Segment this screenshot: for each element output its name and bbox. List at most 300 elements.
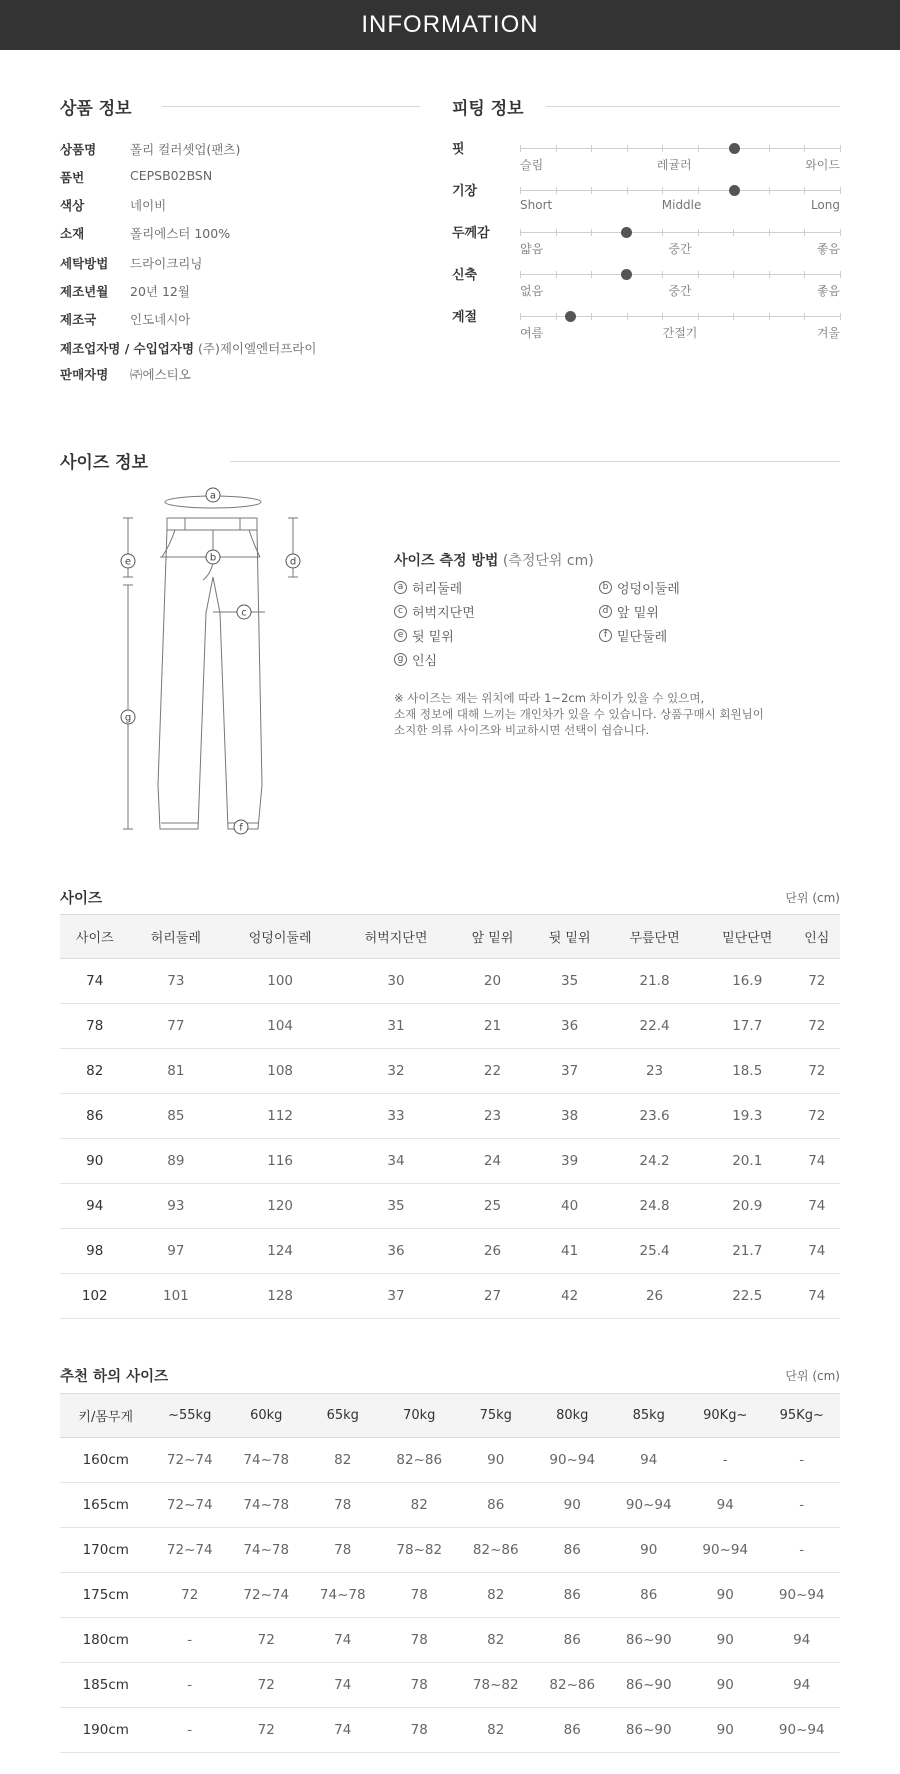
- size-info-title: 사이즈 정보: [60, 453, 149, 473]
- fitting-level-dot: [621, 227, 632, 238]
- size-table-cell: 27: [454, 1274, 531, 1319]
- fitting-tick: [698, 187, 699, 194]
- fitting-track: [520, 148, 840, 149]
- waistband: [167, 518, 257, 530]
- product-info-value: 폴리 컬러셋업(팬츠): [130, 142, 241, 157]
- rec-table-row: [60, 1663, 840, 1708]
- product-info-key: 소재: [60, 226, 85, 241]
- size-table-cell: 24.2: [608, 1139, 701, 1184]
- size-table-cell: 94: [60, 1184, 130, 1229]
- size-table-cell: 98: [60, 1229, 130, 1274]
- measure-label: 허벅지단면: [412, 606, 475, 621]
- rec-table-cell: -: [763, 1438, 840, 1483]
- rec-table-cell: 185cm: [60, 1663, 151, 1708]
- fitting-tick: [769, 145, 770, 152]
- size-table-cell: 32: [338, 1049, 454, 1094]
- size-note-line: 소재 정보에 대해 느끼는 개인차가 있을 수 있습니다. 상품구매시 회원님이: [394, 707, 764, 721]
- measure-method-item: [599, 578, 680, 597]
- rec-table-cell: 72: [228, 1618, 305, 1663]
- fitting-tick: [733, 229, 734, 236]
- size-table-cell: 42: [531, 1274, 608, 1319]
- product-info-value: 폴리에스터 100%: [130, 226, 231, 241]
- rec-table-cell: 82~86: [381, 1438, 458, 1483]
- size-table-cell: 24.8: [608, 1184, 701, 1229]
- size-note-line: ※ 사이즈는 재는 위치에 따라 1~2cm 차이가 있을 수 있으며,: [394, 691, 705, 705]
- size-table-cell: 22.5: [701, 1274, 794, 1319]
- rec-table-cell: 72: [151, 1573, 228, 1618]
- size-table-cell: 112: [222, 1094, 338, 1139]
- rec-table-cell: -: [151, 1708, 228, 1753]
- rec-table-cell: 82~86: [457, 1528, 534, 1573]
- fitting-tick: [804, 271, 805, 278]
- rec-table-header: 85kg: [610, 1394, 687, 1438]
- fitting-label: 두께감: [452, 226, 490, 241]
- fitting-label: 핏: [452, 142, 465, 157]
- size-table-cell: 31: [338, 1004, 454, 1049]
- rec-table-cell: 72: [228, 1663, 305, 1708]
- size-note-line: 소지한 의류 사이즈와 비교하시면 선택이 쉽습니다.: [394, 723, 650, 737]
- fitting-tick: [556, 313, 557, 320]
- size-table-cell: 16.9: [701, 959, 794, 1004]
- size-table-cell: 81: [130, 1049, 223, 1094]
- measure-label: 뒷 밑위: [412, 630, 454, 645]
- size-table-cell: 37: [531, 1049, 608, 1094]
- size-table-cell: 120: [222, 1184, 338, 1229]
- fitting-track: [520, 232, 840, 233]
- rec-table-cell: 82: [457, 1708, 534, 1753]
- measure-mark: b: [599, 581, 612, 594]
- fitting-tick: [556, 229, 557, 236]
- rec-table-cell: 90: [534, 1483, 611, 1528]
- size-table-cell: 34: [338, 1139, 454, 1184]
- header-bar: [0, 0, 900, 50]
- measure-method-heading: [394, 550, 594, 570]
- product-info-row: [60, 140, 240, 158]
- rec-table-cell: 72~74: [151, 1528, 228, 1573]
- rec-table: [60, 1393, 840, 1753]
- size-table-cell: 19.3: [701, 1094, 794, 1139]
- product-info-row: [60, 254, 202, 272]
- measure-method-item: [394, 650, 437, 669]
- rec-table-cell: 180cm: [60, 1618, 151, 1663]
- fitting-tick: [520, 187, 521, 194]
- rec-table-cell: 175cm: [60, 1573, 151, 1618]
- svg-text:f: f: [239, 822, 243, 834]
- product-info-row: [60, 196, 166, 214]
- size-note: [394, 690, 764, 738]
- fitting-tick: [804, 229, 805, 236]
- fitting-tick: [698, 313, 699, 320]
- size-table-cell: 40: [531, 1184, 608, 1229]
- measure-method-item: [599, 602, 659, 621]
- rec-table-cell: 74: [304, 1708, 381, 1753]
- rec-table-cell: 90: [687, 1573, 764, 1618]
- fitting-scale-label: 얇음: [520, 242, 544, 256]
- rec-table-header: 75kg: [457, 1394, 534, 1438]
- size-table-header: 엉덩이둘레: [222, 915, 338, 959]
- size-table-cell: 100: [222, 959, 338, 1004]
- size-table-cell: 72: [794, 1049, 840, 1094]
- size-table-header: 앞 밑위: [454, 915, 531, 959]
- fitting-info-title: 피팅 정보: [452, 99, 524, 119]
- fitting-tick: [840, 145, 841, 152]
- rec-table-header: 90Kg~: [687, 1394, 764, 1438]
- rec-table-cell: 74~78: [228, 1438, 305, 1483]
- fitting-tick: [591, 313, 592, 320]
- size-table-row: [60, 1049, 840, 1094]
- size-table-cell: 26: [454, 1229, 531, 1274]
- product-info-value: 드라이크리닝: [130, 256, 203, 271]
- fitting-tick: [769, 229, 770, 236]
- measure-mark: d: [599, 605, 612, 618]
- fitting-scale-label: 여름: [520, 326, 544, 340]
- rec-table-cell: 90~94: [763, 1708, 840, 1753]
- rec-table-cell: 78: [381, 1663, 458, 1708]
- fitting-tick: [556, 187, 557, 194]
- size-table-cell: 128: [222, 1274, 338, 1319]
- size-table-cell: 78: [60, 1004, 130, 1049]
- measure-method-item: [394, 626, 454, 645]
- rec-table-header: 70kg: [381, 1394, 458, 1438]
- fitting-tick: [698, 229, 699, 236]
- pants-diagram: [110, 485, 310, 845]
- rec-table-cell: 90~94: [687, 1528, 764, 1573]
- fitting-scale-label: 레귤러: [656, 158, 692, 172]
- fitting-tick: [769, 271, 770, 278]
- rec-table-cell: 86: [534, 1573, 611, 1618]
- rec-table-cell: 74: [304, 1663, 381, 1708]
- size-table-cell: 93: [130, 1184, 223, 1229]
- size-table-header: 무릎단면: [608, 915, 701, 959]
- product-info-key: 제조국: [60, 312, 97, 327]
- rec-table-cell: 78: [381, 1708, 458, 1753]
- size-table-cell: 90: [60, 1139, 130, 1184]
- measure-method-item: [394, 602, 475, 621]
- fitting-track: [520, 190, 840, 191]
- fitting-tick: [556, 145, 557, 152]
- product-info-row: [60, 168, 212, 186]
- rec-table-row: [60, 1528, 840, 1573]
- rec-table-header: 키/몸무게: [60, 1394, 151, 1438]
- measure-label: 허리둘레: [412, 582, 463, 597]
- rec-table-cell: 94: [687, 1483, 764, 1528]
- fitting-scale-label: 간절기: [662, 326, 698, 340]
- fitting-scale-label: Middle: [661, 198, 702, 212]
- measure-label: 밑단둘레: [617, 630, 668, 645]
- fitting-track: [520, 316, 840, 317]
- size-table-cell: 24: [454, 1139, 531, 1184]
- product-info-divider: [162, 106, 420, 107]
- size-table-cell: 30: [338, 959, 454, 1004]
- size-table-cell: 89: [130, 1139, 223, 1184]
- size-table-cell: 25.4: [608, 1229, 701, 1274]
- fitting-tick: [627, 145, 628, 152]
- rec-table-cell: 78: [381, 1573, 458, 1618]
- size-table-cell: 74: [794, 1139, 840, 1184]
- fitting-scale: [520, 240, 840, 257]
- fitting-tick: [769, 313, 770, 320]
- fitting-label: 신축: [452, 268, 478, 283]
- measure-label: 엉덩이둘레: [617, 582, 680, 597]
- size-table-cell: 74: [794, 1229, 840, 1274]
- product-info-key: 상품명: [60, 142, 97, 157]
- product-info-value: 네이비: [130, 198, 167, 213]
- rec-table-header: 80kg: [534, 1394, 611, 1438]
- fitting-tick: [520, 229, 521, 236]
- rec-table-cell: 90~94: [763, 1573, 840, 1618]
- product-info-row: [60, 224, 230, 242]
- fitting-tick: [840, 187, 841, 194]
- measure-label: 앞 밑위: [617, 606, 659, 621]
- measure-method-unit: (측정단위 cm): [502, 553, 594, 569]
- rec-table-row: [60, 1618, 840, 1663]
- rec-table-cell: 78: [304, 1483, 381, 1528]
- rec-table-row: [60, 1708, 840, 1753]
- size-table-cell: 74: [60, 959, 130, 1004]
- fitting-scale: [520, 156, 840, 173]
- fitting-info-divider: [546, 106, 840, 107]
- rec-table-cell: -: [763, 1528, 840, 1573]
- rec-table-cell: 82~86: [534, 1663, 611, 1708]
- size-table-cell: 72: [794, 1004, 840, 1049]
- svg-text:a: a: [209, 490, 217, 502]
- measure-method-item: [394, 578, 462, 597]
- size-table-cell: 116: [222, 1139, 338, 1184]
- rec-table-cell: 86~90: [610, 1663, 687, 1708]
- product-info-value: (주)제이엘엔터프라이: [198, 341, 317, 356]
- size-table-cell: 73: [130, 959, 223, 1004]
- product-info-value: 인도네시아: [130, 312, 191, 327]
- rec-table-row: [60, 1483, 840, 1528]
- size-table-header: 인심: [794, 915, 840, 959]
- fitting-tick: [733, 313, 734, 320]
- fitting-scale: [520, 324, 840, 341]
- rec-table-cell: 72~74: [151, 1483, 228, 1528]
- size-table-cell: 85: [130, 1094, 223, 1139]
- size-table-cell: 22: [454, 1049, 531, 1094]
- fitting-level-dot: [729, 185, 740, 196]
- rec-table-cell: 82: [457, 1573, 534, 1618]
- rec-table-row: [60, 1573, 840, 1618]
- product-info-key: 제조년월: [60, 284, 109, 299]
- rec-table-row: [60, 1438, 840, 1483]
- rec-table-cell: 82: [381, 1483, 458, 1528]
- fitting-scale-label: 좋음: [816, 284, 840, 298]
- size-table: [60, 914, 840, 1319]
- measure-mark: f: [599, 629, 612, 642]
- rec-table-cell: 90: [610, 1528, 687, 1573]
- fitting-tick: [591, 229, 592, 236]
- size-table-cell: 21.8: [608, 959, 701, 1004]
- fitting-tick: [804, 145, 805, 152]
- fitting-scale-label: 중간: [668, 242, 692, 256]
- size-table-cell: 41: [531, 1229, 608, 1274]
- product-info-key: 품번: [60, 170, 85, 185]
- measure-mark: c: [394, 605, 407, 618]
- rec-table-header: 65kg: [304, 1394, 381, 1438]
- size-table-row: [60, 1229, 840, 1274]
- rec-table-cell: 94: [610, 1438, 687, 1483]
- fitting-level-dot: [729, 143, 740, 154]
- rec-table-cell: 86: [534, 1528, 611, 1573]
- measure-mark: g: [394, 653, 407, 666]
- svg-text:c: c: [241, 607, 247, 619]
- size-table-cell: 26: [608, 1274, 701, 1319]
- size-table-cell: 102: [60, 1274, 130, 1319]
- svg-text:b: b: [209, 552, 217, 564]
- rec-table-title: 추천 하의 사이즈: [60, 1369, 169, 1385]
- size-table-cell: 25: [454, 1184, 531, 1229]
- product-info-row: [60, 282, 190, 300]
- size-table-cell: 86: [60, 1094, 130, 1139]
- rec-table-cell: 74~78: [304, 1573, 381, 1618]
- rec-table-cell: 86: [534, 1708, 611, 1753]
- rec-table-cell: 72~74: [151, 1438, 228, 1483]
- product-info-key: 판매자명: [60, 367, 109, 382]
- fitting-tick: [698, 271, 699, 278]
- fitting-label: 기장: [452, 184, 478, 199]
- size-table-cell: 23: [608, 1049, 701, 1094]
- svg-text:d: d: [289, 556, 297, 568]
- size-table-cell: 72: [794, 1094, 840, 1139]
- product-info-value: CEPSB02BSN: [130, 168, 213, 183]
- size-table-cell: 74: [794, 1184, 840, 1229]
- header-title: INFORMATION: [361, 11, 539, 38]
- size-table-header: 사이즈: [60, 915, 130, 959]
- size-table-cell: 35: [531, 959, 608, 1004]
- rec-table-cell: 74~78: [228, 1528, 305, 1573]
- fitting-tick: [804, 187, 805, 194]
- size-table-cell: 77: [130, 1004, 223, 1049]
- measure-method-title: 사이즈 측정 방법: [394, 553, 499, 569]
- rec-table-cell: 74: [304, 1618, 381, 1663]
- rec-table-cell: 72~74: [228, 1573, 305, 1618]
- fitting-tick: [520, 145, 521, 152]
- size-table-header: 허벅지단면: [338, 915, 454, 959]
- rec-table-header: 95Kg~: [763, 1394, 840, 1438]
- fitting-tick: [520, 313, 521, 320]
- fitting-tick: [804, 313, 805, 320]
- fitting-tick: [662, 145, 663, 152]
- size-table-row: [60, 1184, 840, 1229]
- rec-table-cell: 90~94: [534, 1438, 611, 1483]
- size-table-cell: 97: [130, 1229, 223, 1274]
- rec-table-cell: -: [151, 1618, 228, 1663]
- size-table-cell: 20.1: [701, 1139, 794, 1184]
- rec-table-cell: 90: [687, 1708, 764, 1753]
- size-table-cell: 21: [454, 1004, 531, 1049]
- fitting-scale-label: Long: [810, 198, 840, 212]
- rec-table-cell: 86: [457, 1483, 534, 1528]
- fitting-scale-label: 중간: [668, 284, 692, 298]
- size-table-header: 밑단단면: [701, 915, 794, 959]
- rec-table-cell: 72: [228, 1708, 305, 1753]
- rec-table-cell: 90: [687, 1663, 764, 1708]
- svg-text:g: g: [124, 712, 132, 724]
- size-table-cell: 38: [531, 1094, 608, 1139]
- product-info-row: [60, 365, 191, 383]
- fitting-label: 계절: [452, 310, 478, 325]
- rec-table-cell: 86: [610, 1573, 687, 1618]
- rec-table-cell: 82: [457, 1618, 534, 1663]
- size-table-cell: 72: [794, 959, 840, 1004]
- size-table-cell: 33: [338, 1094, 454, 1139]
- size-table-title: 사이즈: [60, 891, 103, 907]
- fitting-tick: [662, 229, 663, 236]
- rec-table-cell: 90: [687, 1618, 764, 1663]
- fitting-scale: [520, 198, 840, 212]
- fitting-tick: [556, 271, 557, 278]
- size-table-cell: 18.5: [701, 1049, 794, 1094]
- size-table-cell: 17.7: [701, 1004, 794, 1049]
- size-table-row: [60, 1094, 840, 1139]
- fitting-tick: [840, 313, 841, 320]
- rec-table-unit: 단위 (cm): [785, 1369, 840, 1383]
- size-table-cell: 20: [454, 959, 531, 1004]
- fitting-scale: [520, 282, 840, 299]
- rec-table-cell: 78: [381, 1618, 458, 1663]
- rec-table-cell: 94: [763, 1663, 840, 1708]
- size-table-cell: 23.6: [608, 1094, 701, 1139]
- rec-table-cell: 86: [534, 1618, 611, 1663]
- rec-table-cell: 94: [763, 1618, 840, 1663]
- size-table-header: 뒷 밑위: [531, 915, 608, 959]
- product-info-value: ㈜에스티오: [130, 367, 191, 382]
- size-table-cell: 20.9: [701, 1184, 794, 1229]
- fitting-scale-label: 와이드: [805, 158, 840, 172]
- size-table-row: [60, 959, 840, 1004]
- measure-label: 인심: [412, 654, 438, 669]
- fitting-scale-label: Short: [520, 198, 553, 212]
- size-table-cell: 35: [338, 1184, 454, 1229]
- fitting-scale-label: 좋음: [816, 242, 840, 256]
- rec-table-header: ~55kg: [151, 1394, 228, 1438]
- fitting-tick: [591, 145, 592, 152]
- rec-table-cell: 74~78: [228, 1483, 305, 1528]
- size-table-cell: 36: [531, 1004, 608, 1049]
- size-table-header: 허리둘레: [130, 915, 223, 959]
- fitting-scale-label: 겨울: [816, 326, 840, 340]
- product-info-row: [60, 339, 316, 357]
- fitting-tick: [591, 271, 592, 278]
- size-info-divider: [230, 461, 840, 462]
- fitting-tick: [733, 271, 734, 278]
- rec-table-cell: 82: [304, 1438, 381, 1483]
- product-info-value: 20년 12월: [130, 284, 190, 299]
- measure-mark: a: [394, 581, 407, 594]
- size-table-unit: 단위 (cm): [785, 891, 840, 905]
- fitting-tick: [840, 229, 841, 236]
- fitting-scale-label: 슬림: [520, 158, 544, 172]
- rec-table-cell: 86~90: [610, 1708, 687, 1753]
- size-table-cell: 124: [222, 1229, 338, 1274]
- fitting-tick: [627, 187, 628, 194]
- fitting-level-dot: [621, 269, 632, 280]
- rec-table-cell: 90~94: [610, 1483, 687, 1528]
- fitting-tick: [840, 271, 841, 278]
- pants-outline: [158, 530, 262, 829]
- fitting-tick: [698, 145, 699, 152]
- rec-table-cell: 190cm: [60, 1708, 151, 1753]
- product-info-title: 상품 정보: [60, 99, 132, 119]
- rec-table-cell: 160cm: [60, 1438, 151, 1483]
- fitting-tick: [591, 187, 592, 194]
- size-table-row: [60, 1139, 840, 1184]
- product-info-key: 세탁방법: [60, 256, 109, 271]
- rec-table-cell: 86~90: [610, 1618, 687, 1663]
- rec-table-cell: 165cm: [60, 1483, 151, 1528]
- rec-table-cell: -: [151, 1663, 228, 1708]
